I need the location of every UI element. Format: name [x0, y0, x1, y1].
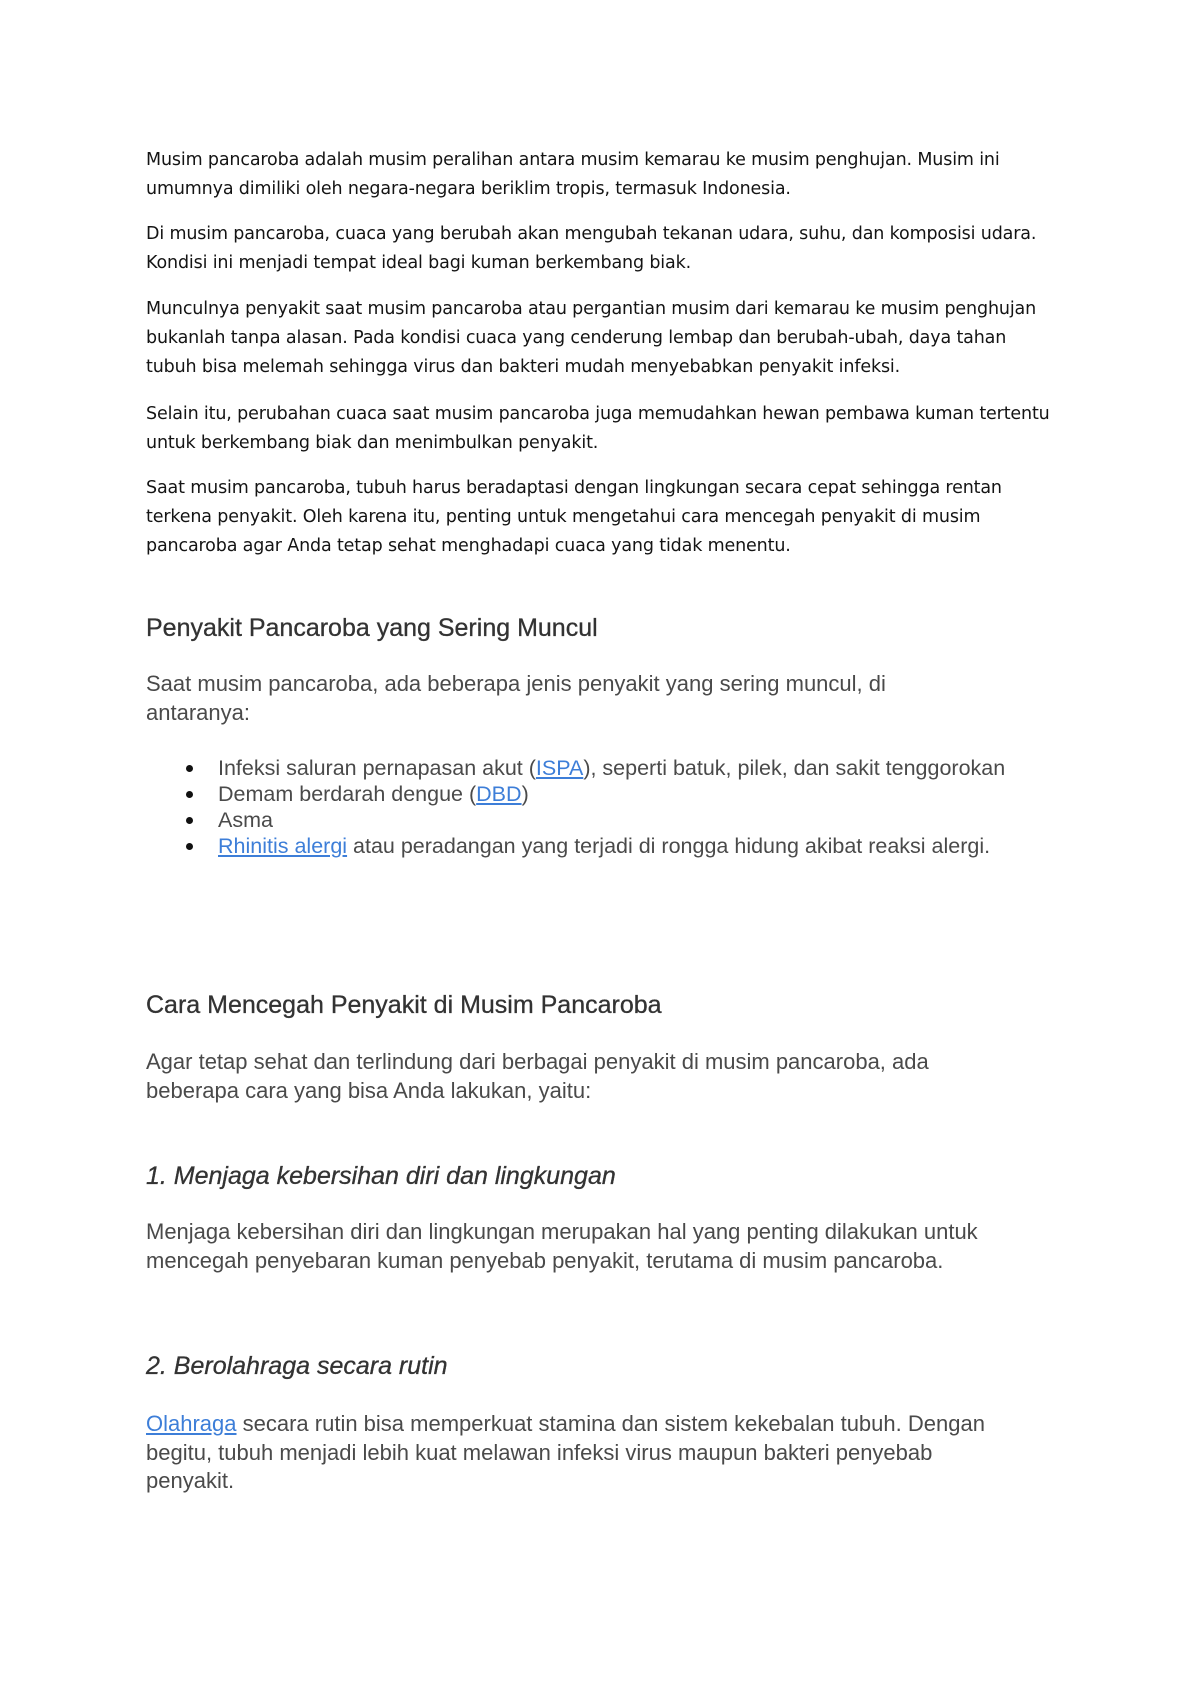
bullet-icon — [186, 817, 193, 824]
section-intro-penyakit: Saat musim pancaroba, ada beberapa jenis penyakit yang sering muncul, di antaranya: — [146, 671, 886, 725]
bullet-icon — [186, 791, 193, 798]
subheading-olahraga: 2. Berolahraga secara rutin — [146, 1352, 448, 1380]
intro-paragraph-5: Saat musim pancaroba, tubuh harus beradaptasi dengan lingkungan secara cepat sehingga rentan terkena penyakit. Oleh karena itu, penting untuk mengetahui cara mencegah penyakit di musim pancaroba agar Anda tetap sehat menghadapi cuaca yang tidak menentu. — [146, 478, 1002, 556]
list-item: Demam berdarah dengue (DBD) — [146, 781, 1051, 807]
subheading-kebersihan: 1. Menjaga kebersihan diri dan lingkungan — [146, 1162, 616, 1190]
document-page — [146, 0, 1051, 1698]
section-heading-penyakit: Penyakit Pancaroba yang Sering Muncul — [146, 614, 598, 642]
rhinitis-alergi-link[interactable]: Rhinitis alergi — [218, 834, 348, 858]
dbd-link[interactable]: DBD — [476, 782, 522, 806]
paragraph-kebersihan: Menjaga kebersihan diri dan lingkungan merupakan hal yang penting dilakukan untuk mencegah penyebaran kuman penyebab penyakit, terutama di musim pancaroba. — [146, 1219, 978, 1273]
bullet-icon — [186, 843, 193, 850]
intro-paragraph-4: Selain itu, perubahan cuaca saat musim pancaroba juga memudahkan hewan pembawa kuman tertentu untuk berkembang biak dan menimbulkan penyakit. — [146, 404, 1050, 453]
list-item: Rhinitis alergi atau peradangan yang terjadi di rongga hidung akibat reaksi alergi. — [146, 833, 1051, 859]
intro-paragraph-1: Musim pancaroba adalah musim peralihan antara musim kemarau ke musim penghujan. Musim ini umumnya dimiliki oleh negara-negara beriklim tropis, termasuk Indonesia. — [146, 150, 1000, 199]
disease-list — [146, 755, 1051, 859]
intro-paragraph-2: Di musim pancaroba, cuaca yang berubah akan mengubah tekanan udara, suhu, dan komposisi udara. Kondisi ini menjadi tempat ideal bagi kuman berkembang biak. — [146, 224, 1037, 273]
section-intro-cara-mencegah: Agar tetap sehat dan terlindung dari berbagai penyakit di musim pancaroba, ada beberapa cara yang bisa Anda lakukan, yaitu: — [146, 1049, 929, 1103]
bullet-icon — [186, 765, 193, 772]
olahraga-link[interactable]: Olahraga — [146, 1411, 237, 1436]
list-item: Infeksi saluran pernapasan akut (ISPA), seperti batuk, pilek, dan sakit tenggorokan — [146, 755, 1051, 781]
list-item: Asma — [146, 807, 1051, 833]
intro-paragraph-3: Munculnya penyakit saat musim pancaroba atau pergantian musim dari kemarau ke musim penghujan bukanlah tanpa alasan. Pada kondisi cuaca yang cenderung lembap dan berubah-ubah, daya tahan tubuh bisa melemah sehingga virus dan bakteri mudah menyebabkan penyakit infeksi. — [146, 299, 1037, 377]
section-heading-cara-mencegah: Cara Mencegah Penyakit di Musim Pancaroba — [146, 991, 662, 1019]
ispa-link[interactable]: ISPA — [535, 756, 584, 780]
paragraph-olahraga: Olahraga secara rutin bisa memperkuat stamina dan sistem kekebalan tubuh. Dengan begitu, tubuh menjadi lebih kuat melawan infeksi virus maupun bakteri penyebab penyakit. — [146, 1411, 985, 1493]
